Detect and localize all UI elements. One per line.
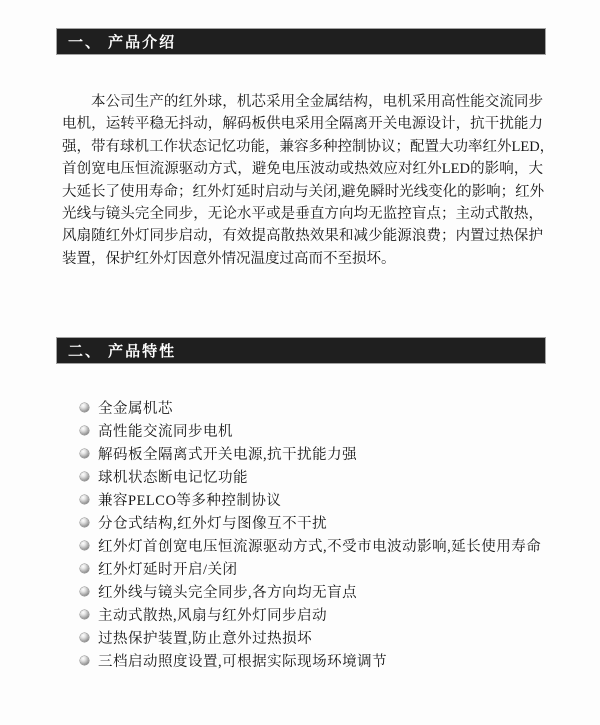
feature-list — [80, 396, 600, 672]
feature-text: 三档启动照度设置,可根据实际现场环境调节 — [98, 654, 388, 671]
feature-item — [80, 603, 600, 626]
ball-bullet-icon — [80, 610, 89, 619]
ball-bullet-icon — [80, 403, 89, 412]
section-heading-label: 一、 产品介绍 — [68, 34, 177, 51]
feature-item — [80, 419, 600, 442]
paragraph-line: 强，带有球机工作状态记忆功能，兼容多种控制协议；配置大功率红外LED， — [62, 138, 555, 155]
intro-paragraph — [62, 91, 555, 270]
ball-bullet-icon — [80, 564, 89, 573]
feature-text: 兼容PELCO等多种控制协议 — [98, 493, 282, 510]
feature-item — [80, 557, 600, 580]
feature-text: 主动式散热,风扇与红外灯同步启动 — [98, 608, 328, 625]
ball-bullet-icon — [80, 656, 89, 665]
ball-bullet-icon — [80, 518, 89, 527]
ball-bullet-icon — [80, 587, 89, 596]
feature-item — [80, 442, 600, 465]
feature-text: 解码板全隔离式开关电源,抗干扰能力强 — [98, 447, 358, 464]
paragraph-line: 光线与镜头完全同步，无论水平或是垂直方向均无监控盲点；主动式散热， — [62, 205, 543, 222]
paragraph-line: 电机，运转平稳无抖动，解码板供电采用全隔离开关电源设计，抗干扰能力 — [62, 116, 543, 133]
ball-bullet-icon — [80, 472, 89, 481]
paragraph-line: 大延长了使用寿命；红外灯延时启动与关闭,避免瞬时光线变化的影响；红外 — [62, 183, 545, 200]
feature-text: 高性能交流同步电机 — [98, 424, 233, 441]
section-heading-label: 二、 产品特性 — [68, 343, 177, 361]
paragraph-line: 风扇随红外灯同步启动，有效提高散热效果和减少能源浪费；内置过热保护 — [62, 228, 543, 245]
ball-bullet-icon — [80, 541, 89, 550]
feature-text: 红外灯延时开启/关闭 — [98, 562, 238, 579]
feature-item — [80, 488, 600, 511]
section-heading-product-intro — [56, 28, 546, 55]
feature-item — [80, 580, 600, 603]
feature-text: 全金属机芯 — [98, 401, 173, 418]
paragraph-line: 装置，保护红外灯因意外情况温度过高而不至损坏。 — [62, 250, 396, 267]
paragraph-line: 首创宽电压恒流源驱动方式，避免电压波动或热效应对红外LED的影响，大 — [62, 161, 543, 178]
feature-text: 过热保护装置,防止意外过热损坏 — [98, 631, 313, 648]
feature-item — [80, 534, 600, 557]
feature-item — [80, 649, 600, 672]
ball-bullet-icon — [80, 449, 89, 458]
ball-bullet-icon — [80, 495, 89, 504]
ball-bullet-icon — [80, 426, 89, 435]
feature-text: 红外灯首创宽电压恒流源驱动方式,不受市电波动影响,延长使用寿命 — [98, 539, 542, 556]
section-heading-product-features — [56, 337, 546, 364]
feature-text: 分仓式结构,红外灯与图像互不干扰 — [98, 516, 328, 533]
document-page — [0, 28, 600, 725]
feature-text: 红外线与镜头完全同步,各方向均无盲点 — [98, 585, 358, 602]
feature-item — [80, 626, 600, 649]
feature-item — [80, 396, 600, 419]
feature-item — [80, 465, 600, 488]
paragraph-line: 本公司生产的红外球，机芯采用全金属结构，电机采用高性能交流同步 — [91, 94, 543, 110]
feature-text: 球机状态断电记忆功能 — [98, 470, 248, 487]
ball-bullet-icon — [80, 633, 89, 642]
feature-item — [80, 511, 600, 534]
